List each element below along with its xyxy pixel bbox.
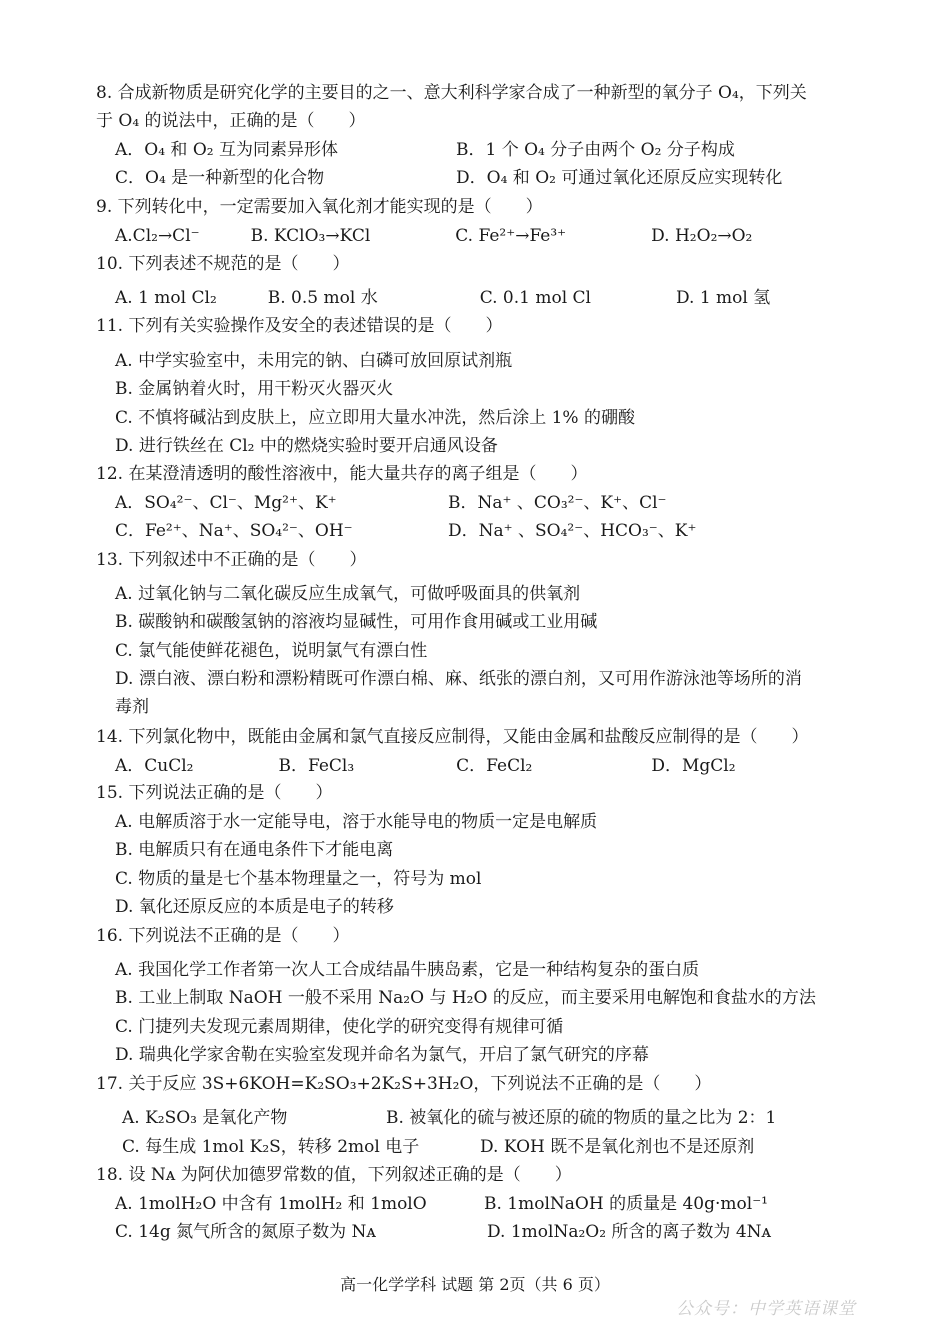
question-15-option-c: C. 物质的量是七个基本物理量之一，符号为 mol xyxy=(115,869,482,889)
question-17-option-d: D. KOH 既不是氧化剂也不是还原剂 xyxy=(480,1137,755,1157)
question-13-option-d-line-1: D. 漂白液、漂白粉和漂粉精既可作漂白棉、麻、纸张的漂白剂，又可用作游泳池等场所的消 xyxy=(115,669,802,689)
question-18-stem: 18. 设 Nᴀ 为阿伏加德罗常数的值，下列叙述正确的是（ ） xyxy=(96,1165,572,1185)
question-13-option-d-line-2: 毒剂 xyxy=(115,697,149,717)
question-8-option-b: B．1 个 O₄ 分子由两个 O₂ 分子构成 xyxy=(456,140,735,160)
question-11-option-d: D. 进行铁丝在 Cl₂ 中的燃烧实验时要开启通风设备 xyxy=(115,436,498,456)
question-10-options: A. 1 mol Cl₂ B. 0.5 mol 水 C. 0.1 mol Cl D. 1 mol 氢 xyxy=(115,288,771,308)
question-9-stem: 9. 下列转化中，一定需要加入氧化剂才能实现的是（ ） xyxy=(96,197,543,217)
question-13-stem: 13. 下列叙述中不正确的是（ ） xyxy=(96,550,367,570)
question-16-option-b: B. 工业上制取 NaOH 一般不采用 Na₂O 与 H₂O 的反应，而主要采用电解饱和食盐水的方法 xyxy=(115,988,816,1008)
question-12-option-a: A．SO₄²⁻、Cl⁻、Mg²⁺、K⁺ xyxy=(115,493,337,513)
question-17-option-c: C. 每生成 1mol K₂S，转移 2mol 电子 xyxy=(122,1137,420,1157)
question-8-option-d: D．O₄ 和 O₂ 可通过氧化还原反应实现转化 xyxy=(456,168,783,188)
question-8-stem-line-1: 8. 合成新物质是研究化学的主要目的之一、意大利科学家合成了一种新型的氧分子 O₄，下列关 xyxy=(96,83,807,103)
question-13-option-b: B. 碳酸钠和碳酸氢钠的溶液均显碱性，可用作食用碱或工业用碱 xyxy=(115,612,598,632)
question-12-stem: 12. 在某澄清透明的酸性溶液中，能大量共存的离子组是（ ） xyxy=(96,464,588,484)
question-11-option-a: A. 中学实验室中，未用完的钠、白磷可放回原试剂瓶 xyxy=(115,351,513,371)
question-12-option-b: B．Na⁺ 、CO₃²⁻、K⁺、Cl⁻ xyxy=(448,493,667,513)
question-11-option-c: C. 不慎将碱沾到皮肤上，应立即用大量水冲洗，然后涂上 1% 的硼酸 xyxy=(115,408,635,428)
question-12-option-d: D．Na⁺ 、SO₄²⁻、HCO₃⁻、K⁺ xyxy=(448,521,697,541)
watermark: 公众号：中学英语课堂 xyxy=(676,1299,856,1319)
question-18-option-c: C. 14g 氮气所含的氮原子数为 Nᴀ xyxy=(115,1222,377,1242)
question-14-options: A．CuCl₂ B．FeCl₃ C．FeCl₂ D．MgCl₂ xyxy=(115,756,736,776)
question-18-option-d: D. 1molNa₂O₂ 所含的离子数为 4Nᴀ xyxy=(487,1222,772,1242)
question-8-option-a: A．O₄ 和 O₂ 互为同素异形体 xyxy=(115,140,338,160)
question-16-option-c: C. 门捷列夫发现元素周期律，使化学的研究变得有规律可循 xyxy=(115,1017,564,1037)
question-17-option-a: A. K₂SO₃ 是氧化产物 xyxy=(122,1108,288,1128)
question-18-option-b: B. 1molNaOH 的质量是 40g·mol⁻¹ xyxy=(484,1194,768,1214)
question-15-option-b: B. 电解质只有在通电条件下才能电离 xyxy=(115,840,394,860)
question-16-option-a: A. 我国化学工作者第一次人工合成结晶牛胰岛素，它是一种结构复杂的蛋白质 xyxy=(115,960,700,980)
question-10-stem: 10. 下列表述不规范的是（ ） xyxy=(96,254,350,274)
question-16-stem: 16. 下列说法不正确的是（ ） xyxy=(96,926,350,946)
question-15-option-d: D. 氧化还原反应的本质是电子的转移 xyxy=(115,897,394,917)
page-footer: 高一化学学科 试题 第 2页（共 6 页） xyxy=(340,1275,610,1294)
question-13-option-a: A. 过氧化钠与二氧化碳反应生成氧气，可做呼吸面具的供氧剂 xyxy=(115,584,581,604)
question-11-option-b: B. 金属钠着火时，用干粉灭火器灭火 xyxy=(115,379,394,399)
question-15-stem: 15. 下列说法正确的是（ ） xyxy=(96,783,333,803)
question-14-stem: 14. 下列氯化物中，既能由金属和氯气直接反应制得，又能由金属和盐酸反应制得的是（ ） xyxy=(96,727,809,747)
question-8-option-c: C．O₄ 是一种新型的化合物 xyxy=(115,168,325,188)
question-11-stem: 11. 下列有关实验操作及安全的表述错误的是（ ） xyxy=(96,316,503,336)
question-9-options: A.Cl₂→Cl⁻ B. KClO₃→KCl C. Fe²⁺→Fe³⁺ D. H₂O₂→O₂ xyxy=(115,226,753,246)
question-15-option-a: A. 电解质溶于水一定能导电，溶于水能导电的物质一定是电解质 xyxy=(115,812,598,832)
question-17-option-b: B. 被氧化的硫与被还原的硫的物质的量之比为 2：1 xyxy=(386,1108,777,1128)
question-16-option-d: D. 瑞典化学家舍勒在实验室发现并命名为氯气，开启了氯气研究的序幕 xyxy=(115,1045,649,1065)
question-18-option-a: A. 1molH₂O 中含有 1molH₂ 和 1molO xyxy=(115,1194,427,1214)
question-17-stem: 17. 关于反应 3S+6KOH=K₂SO₃+2K₂S+3H₂O，下列说法不正确的是（ ） xyxy=(96,1074,712,1094)
question-8-stem-line-2: 于 O₄ 的说法中，正确的是（ ） xyxy=(96,111,366,131)
question-13-option-c: C. 氯气能使鲜花褪色，说明氯气有漂白性 xyxy=(115,641,428,661)
question-12-option-c: C．Fe²⁺、Na⁺、SO₄²⁻、OH⁻ xyxy=(115,521,353,541)
